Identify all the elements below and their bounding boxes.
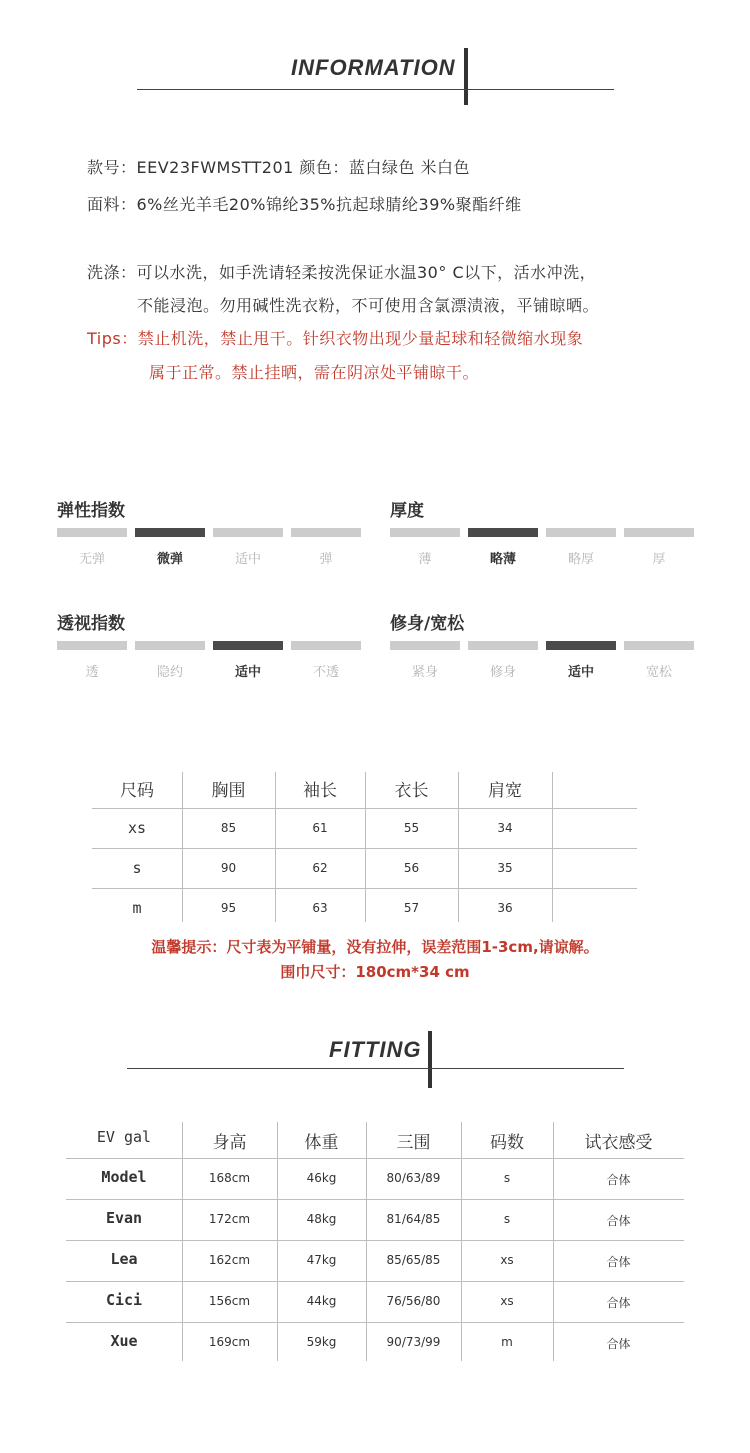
fitting-table-cell: 81/64/85 xyxy=(386,1212,441,1226)
fitting-name: Model xyxy=(101,1168,147,1186)
fitting-name: Lea xyxy=(110,1250,138,1268)
fitting-table-rule xyxy=(66,1240,684,1241)
indicator-bar xyxy=(57,528,127,537)
indicator-bar xyxy=(213,528,283,537)
tips-line-1: Tips：禁止机洗，禁止甩干。针织衣物出现少量起球和轻微缩水现象 xyxy=(87,329,584,348)
indicator-option: 宽松 xyxy=(645,665,672,680)
indicator-bar xyxy=(546,641,616,650)
indicator-bar xyxy=(291,641,361,650)
indicator-bar xyxy=(390,641,460,650)
size-label: m xyxy=(132,899,142,917)
fitting-table-header: 试衣感受 xyxy=(584,1133,653,1153)
fitting-table-cell: 76/56/80 xyxy=(386,1294,441,1308)
fitting-table-cell: 162cm xyxy=(208,1253,251,1267)
information-divider xyxy=(137,89,614,90)
fitting-table-col-rule xyxy=(182,1122,183,1361)
size-table-cell: 56 xyxy=(403,861,420,875)
fitting-table-cell: s xyxy=(503,1212,511,1226)
indicator-option: 适中 xyxy=(234,552,261,567)
fitting-table-header: 码数 xyxy=(490,1133,524,1153)
scarf-size-note: 围巾尺寸：180cm*34 cm xyxy=(280,963,470,981)
information-title: INFORMATION xyxy=(291,55,456,80)
size-table-cell: 62 xyxy=(312,861,328,875)
indicator-label: 修身/宽松 xyxy=(390,614,465,634)
fitting-table-cell: 156cm xyxy=(208,1294,251,1308)
indicator-option: 厚 xyxy=(652,552,666,567)
wash-line-1: 洗涤：可以水洗，如手洗请轻柔按洗保证水温30° C以下，活水冲洗， xyxy=(87,263,597,282)
size-label: s xyxy=(132,859,142,877)
fitting-table-cell: 168cm xyxy=(208,1171,251,1185)
size-table-header: 尺码 xyxy=(120,781,154,801)
size-table-cell: 34 xyxy=(497,821,513,835)
fitting-table-cell: 合体 xyxy=(606,1214,631,1228)
fitting-table-cell: 48kg xyxy=(306,1212,337,1226)
fitting-table-rule xyxy=(66,1281,684,1282)
indicator-bar xyxy=(624,528,694,537)
size-table-header: 肩宽 xyxy=(488,781,522,801)
fitting-table-cell: xs xyxy=(500,1253,514,1267)
fitting-table-col-rule xyxy=(366,1122,367,1361)
indicator-label: 厚度 xyxy=(390,501,424,521)
fitting-table-cell: 合体 xyxy=(606,1173,631,1187)
indicator-bar xyxy=(624,641,694,650)
size-table-header: 袖长 xyxy=(303,781,337,801)
fitting-table-cell: 80/63/89 xyxy=(386,1171,441,1185)
indicator-bar xyxy=(135,641,205,650)
fitting-table-col-rule xyxy=(553,1122,554,1361)
fitting-table-cell: 59kg xyxy=(306,1335,337,1349)
fitting-table-header: 身高 xyxy=(212,1133,247,1153)
fitting-table-cell: xs xyxy=(500,1294,514,1308)
fitting-name: Cici xyxy=(105,1291,143,1309)
fitting-table-col-rule xyxy=(461,1122,462,1361)
fitting-table-cell: 169cm xyxy=(208,1335,251,1349)
fitting-table-rule xyxy=(66,1199,684,1200)
fitting-table-cell: s xyxy=(503,1171,511,1185)
fitting-table-cell: 172cm xyxy=(208,1212,251,1226)
fitting-table-cell: 47kg xyxy=(306,1253,337,1267)
fitting-title-bar xyxy=(428,1031,432,1088)
size-table-cell: 57 xyxy=(403,901,420,915)
fitting-table-cell: 85/65/85 xyxy=(386,1253,441,1267)
indicator-option: 略薄 xyxy=(489,552,516,567)
size-label: xs xyxy=(127,819,147,837)
indicator-option: 适中 xyxy=(567,665,594,680)
tips-line-2: 属于正常。禁止挂晒，需在阴凉处平铺晾干。 xyxy=(149,363,480,382)
indicator-option: 隐约 xyxy=(156,665,183,680)
size-table-col-rule xyxy=(365,772,366,922)
indicator-option: 修身 xyxy=(489,665,516,680)
fitting-name: Xue xyxy=(110,1332,138,1350)
fabric-line: 面料：6%丝光羊毛20%锦纶35%抗起球腈纶39%聚酯纤维 xyxy=(87,195,522,214)
size-table-cell: 35 xyxy=(497,861,513,875)
indicator-bar xyxy=(291,528,361,537)
fitting-table-cell: m xyxy=(501,1335,513,1349)
size-table-note: 温馨提示：尺寸表为平铺量，没有拉伸，误差范围1-3cm,请谅解。 xyxy=(151,938,599,956)
size-table-header: 胸围 xyxy=(211,781,246,801)
indicator-option: 无弹 xyxy=(78,552,105,567)
fitting-table-cell: 合体 xyxy=(606,1255,631,1269)
fitting-table-col-rule xyxy=(277,1122,278,1361)
indicator-option: 略厚 xyxy=(567,552,594,567)
wash-line-2: 不能浸泡。勿用碱性洗衣粉，不可使用含氯漂渍液，平铺晾晒。 xyxy=(137,296,600,315)
size-table-header: 衣长 xyxy=(394,781,429,801)
indicator-bar xyxy=(57,641,127,650)
indicator-option: 不透 xyxy=(312,665,339,680)
size-table-col-rule xyxy=(182,772,183,922)
size-table-col-rule xyxy=(275,772,276,922)
size-table-cell: 90 xyxy=(220,861,237,875)
size-table-cell: 61 xyxy=(312,821,328,835)
fitting-table-cell: 46kg xyxy=(306,1171,337,1185)
style-color-line: 款号：EEV23FWMSTT201 颜色：蓝白绿色 米白色 xyxy=(87,158,470,177)
size-table-col-rule xyxy=(458,772,459,922)
indicator-bar xyxy=(135,528,205,537)
indicator-label: 弹性指数 xyxy=(57,501,125,521)
fitting-table-cell: 44kg xyxy=(306,1294,337,1308)
indicator-bar xyxy=(468,641,538,650)
fitting-title: FITTING xyxy=(329,1037,422,1062)
size-table-cell: 95 xyxy=(220,901,237,915)
fitting-table-cell: 合体 xyxy=(606,1296,631,1310)
fitting-table-header: 体重 xyxy=(304,1133,339,1153)
size-table-cell: 36 xyxy=(497,901,513,915)
fitting-table-header: EV gal xyxy=(96,1128,152,1146)
fitting-table-cell: 合体 xyxy=(606,1337,631,1351)
indicator-bar xyxy=(468,528,538,537)
indicator-bar xyxy=(213,641,283,650)
indicator-option: 微弹 xyxy=(156,552,183,567)
indicator-option: 紧身 xyxy=(411,665,438,680)
size-table-cell: 55 xyxy=(403,821,420,835)
indicator-option: 适中 xyxy=(234,665,261,680)
fitting-divider xyxy=(127,1068,624,1069)
fitting-table-rule xyxy=(66,1322,684,1323)
size-table-cell: 63 xyxy=(312,901,328,915)
fitting-table-header: 三围 xyxy=(396,1133,431,1153)
fitting-name: Evan xyxy=(105,1209,143,1227)
indicator-option: 弹 xyxy=(319,552,333,567)
size-table-cell: 85 xyxy=(220,821,237,835)
size-table-col-rule xyxy=(552,772,553,922)
indicator-bar xyxy=(546,528,616,537)
information-title-bar xyxy=(464,48,468,105)
fitting-table-rule xyxy=(66,1158,684,1159)
indicator-bar xyxy=(390,528,460,537)
indicator-label: 透视指数 xyxy=(57,614,125,634)
fitting-table-cell: 90/73/99 xyxy=(386,1335,441,1349)
indicator-option: 透 xyxy=(85,665,99,680)
indicator-option: 薄 xyxy=(418,552,432,567)
